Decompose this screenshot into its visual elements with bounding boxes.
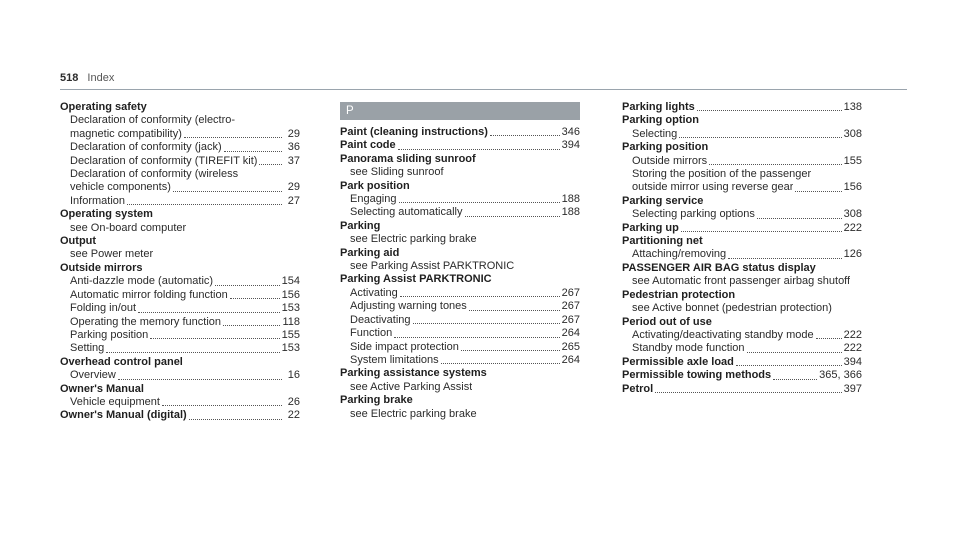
index-subentry-text: Function [350, 327, 393, 340]
page-reference[interactable]: 156 [281, 288, 300, 301]
index-subentry[interactable] [340, 206, 580, 219]
index-heading [340, 153, 580, 166]
page-reference[interactable]: 267 [561, 300, 580, 313]
index-heading [60, 262, 300, 275]
index-heading-text: Parking aid [340, 246, 400, 259]
index-subentry-text: Activating [350, 286, 398, 299]
index-subentry-text: System limitations [350, 353, 439, 366]
dot-leader [394, 336, 559, 338]
index-subentry [340, 166, 580, 179]
dot-leader [150, 337, 279, 339]
index-entry [60, 101, 300, 208]
index-heading [622, 114, 862, 127]
index-heading[interactable] [622, 356, 862, 369]
index-subentry[interactable] [340, 314, 580, 327]
index-heading-text: Outside mirrors [60, 261, 143, 274]
index-subentry[interactable] [60, 275, 300, 288]
index-heading [340, 247, 580, 260]
page-reference[interactable]: 153 [281, 342, 300, 355]
page-reference[interactable]: 188 [561, 193, 580, 206]
dot-leader [773, 378, 817, 380]
index-heading-text: Pedestrian protection [622, 288, 736, 301]
index-entry [622, 141, 862, 195]
dot-leader [709, 163, 841, 165]
index-heading-text: Parking option [622, 114, 699, 127]
index-heading-text: Paint code [340, 139, 396, 152]
page-reference[interactable]: 29 [287, 127, 300, 140]
index-entry [60, 208, 300, 235]
index-heading[interactable] [60, 409, 300, 422]
page-reference[interactable]: 267 [561, 286, 580, 299]
page-reference[interactable]: 155 [843, 154, 862, 167]
index-subentry[interactable] [60, 128, 300, 141]
index-subentry[interactable] [622, 208, 862, 221]
index-subentry [60, 222, 300, 235]
index-heading [60, 235, 300, 248]
index-subentry[interactable] [340, 327, 580, 340]
index-heading[interactable] [622, 369, 862, 382]
dot-leader [795, 190, 841, 192]
dot-leader [138, 311, 280, 313]
index-subentry [340, 260, 580, 273]
index-subentry[interactable] [60, 195, 300, 208]
dot-leader [162, 404, 282, 406]
index-heading [622, 289, 862, 302]
index-entry [60, 356, 300, 383]
dot-leader [223, 324, 280, 326]
index-subentry-text: see Automatic front passenger airbag shutoff [632, 275, 851, 288]
index-heading-text: Owner's Manual [60, 382, 144, 395]
index-entry [622, 316, 862, 356]
index-subentry[interactable] [60, 155, 300, 168]
index-subentry [622, 302, 862, 315]
page-header [60, 72, 114, 84]
dot-leader [465, 215, 560, 217]
index-heading-text: Parking [340, 219, 381, 232]
index-subentry-text: Vehicle equipment [70, 395, 160, 408]
page-reference[interactable]: 222 [843, 328, 862, 341]
index-heading-text: PASSENGER AIR BAG status display [622, 261, 816, 274]
index-subentry[interactable] [340, 341, 580, 354]
index-subentry[interactable] [60, 289, 300, 302]
dot-leader [655, 391, 841, 393]
index-heading[interactable] [622, 383, 862, 396]
index-subentry-text: see Electric parking brake [350, 407, 477, 420]
index-heading [622, 235, 862, 248]
index-subentry[interactable] [60, 302, 300, 315]
page-reference[interactable]: 156 [843, 181, 862, 194]
index-subentry-text: Standby mode function [632, 342, 745, 355]
page-reference[interactable]: 22 [287, 409, 300, 422]
index-heading [622, 316, 862, 329]
dot-leader [816, 337, 842, 339]
index-subentry-text: magnetic compatibility) [70, 127, 182, 140]
page-number: 518 [60, 72, 79, 84]
index-heading[interactable] [340, 126, 580, 139]
page-reference[interactable]: 155 [281, 328, 300, 341]
index-heading[interactable] [622, 222, 862, 235]
index-heading [60, 383, 300, 396]
index-subentry[interactable] [60, 396, 300, 409]
dot-leader [728, 257, 841, 259]
index-heading [622, 262, 862, 275]
page-reference[interactable]: 267 [561, 313, 580, 326]
index-heading [340, 367, 580, 380]
page-reference[interactable]: 27 [287, 194, 300, 207]
index-heading-text: Parking Assist PARKTRONIC [340, 273, 492, 286]
index-subentry [60, 114, 300, 127]
index-entry [340, 247, 580, 274]
index-subentry-text: Outside mirrors [632, 154, 708, 167]
dot-leader [490, 134, 560, 136]
index-subentry[interactable] [622, 248, 862, 261]
index-subentry[interactable] [622, 329, 862, 342]
index-subentry [622, 168, 862, 181]
index-entry [622, 195, 862, 222]
index-entry [60, 383, 300, 410]
index-subentry[interactable] [340, 300, 580, 313]
page-reference[interactable]: 16 [287, 369, 300, 382]
index-heading [60, 208, 300, 221]
page-reference[interactable]: 153 [281, 302, 300, 315]
dot-leader [215, 284, 280, 286]
header-divider [60, 89, 907, 90]
index-heading-text: Permissible towing methods [622, 369, 772, 382]
index-heading-text: Period out of use [622, 315, 712, 328]
index-subentry-text: Deactivating [350, 313, 411, 326]
index-subentry-text: Operating the memory function [70, 315, 222, 328]
index-subentry[interactable] [622, 128, 862, 141]
index-entry [340, 180, 580, 220]
index-heading[interactable] [622, 101, 862, 114]
dot-leader [398, 148, 560, 150]
index-entry [622, 289, 862, 316]
index-subentry-text: Attaching/removing [632, 248, 727, 261]
dot-leader [230, 297, 280, 299]
index-subentry-text: Declaration of conformity (wireless [70, 168, 239, 181]
index-subentry-text: Overview [70, 369, 116, 382]
index-heading-text: Parking assistance systems [340, 367, 487, 380]
index-subentry-text: vehicle components) [70, 181, 171, 194]
index-subentry-text: see Electric parking brake [350, 233, 477, 246]
index-subentry [60, 248, 300, 261]
index-entry [622, 101, 862, 114]
index-entry [622, 262, 862, 289]
index-heading-text: Overhead control panel [60, 355, 183, 368]
index-subentry-text: Setting [70, 342, 105, 355]
page-reference[interactable]: 346 [561, 126, 580, 138]
index-heading [340, 220, 580, 233]
index-entry [340, 273, 580, 367]
page-reference[interactable]: 222 [843, 221, 862, 234]
dot-leader [736, 364, 842, 366]
index-heading [622, 141, 862, 154]
page-reference[interactable]: 138 [843, 101, 862, 113]
page-reference[interactable]: 36 [287, 141, 300, 154]
index-entry [622, 114, 862, 141]
index-column-3 [622, 101, 862, 396]
index-subentry [60, 168, 300, 181]
dot-leader [189, 418, 282, 420]
index-entry [622, 235, 862, 262]
page-reference[interactable]: 188 [561, 206, 580, 219]
index-column-1 [60, 101, 300, 423]
dot-leader [681, 230, 842, 232]
page-reference[interactable]: 37 [287, 154, 300, 167]
index-heading-text: Parking up [622, 221, 679, 234]
index-subentry-text: see Sliding sunroof [350, 166, 444, 179]
index-heading [60, 356, 300, 369]
page-reference[interactable]: 265 [561, 340, 580, 353]
index-subentry[interactable] [622, 155, 862, 168]
dot-leader [173, 190, 282, 192]
letter-section-bar: P [340, 102, 580, 120]
index-subentry-text: see Active bonnet (pedestrian protection) [632, 302, 832, 315]
index-column-2 [340, 101, 580, 421]
page-reference[interactable]: 126 [843, 248, 862, 261]
index-heading-text: Parking lights [622, 101, 695, 113]
index-subentry-text: Parking position [70, 328, 149, 341]
index-entry [340, 126, 580, 139]
dot-leader [441, 362, 560, 364]
index-entry [340, 153, 580, 180]
index-subentry-text: outside mirror using reverse gear [632, 181, 794, 194]
index-heading-text: Panorama sliding sunroof [340, 152, 476, 165]
index-heading-text: Parking brake [340, 394, 413, 407]
index-heading-text: Operating system [60, 208, 153, 221]
index-subentry [622, 275, 862, 288]
index-subentry[interactable] [60, 329, 300, 342]
index-subentry-text: see Active Parking Assist [350, 380, 473, 393]
page-reference[interactable]: 29 [287, 181, 300, 194]
page-reference[interactable]: 394 [843, 355, 862, 368]
index-heading-text: Parking position [622, 141, 709, 154]
index-subentry-text: Declaration of conformity (jack) [70, 141, 222, 154]
index-heading-text: Petrol [622, 382, 654, 395]
index-entry [622, 356, 862, 369]
index-subentry[interactable] [340, 354, 580, 367]
page-reference[interactable]: 118 [282, 315, 300, 328]
index-entry [60, 235, 300, 262]
index-heading-text: Owner's Manual (digital) [60, 409, 187, 422]
index-subentry [340, 381, 580, 394]
index-subentry-text: Folding in/out [70, 302, 137, 315]
dot-leader [224, 150, 282, 152]
index-subentry [340, 408, 580, 421]
index-heading [340, 273, 580, 286]
index-subentry[interactable] [60, 369, 300, 382]
page-reference[interactable]: 222 [843, 342, 862, 355]
index-subentry-text: Declaration of conformity (electro- [70, 114, 236, 127]
index-subentry-text: Engaging [350, 193, 397, 206]
index-subentry-text: Automatic mirror folding function [70, 288, 228, 301]
index-heading-text: Partitioning net [622, 235, 703, 248]
index-entry [622, 383, 862, 396]
dot-leader [399, 201, 560, 203]
index-entry [60, 409, 300, 422]
page-reference[interactable]: 397 [843, 382, 862, 395]
index-subentry-text: Selecting [632, 127, 678, 140]
page-reference[interactable]: 26 [287, 395, 300, 408]
index-subentry-text: Activating/deactivating standby mode [632, 328, 814, 341]
index-subentry-text: Storing the position of the passenger [632, 168, 812, 181]
index-subentry[interactable] [622, 342, 862, 355]
dot-leader [184, 136, 282, 138]
index-subentry[interactable] [60, 342, 300, 355]
index-entry [340, 220, 580, 247]
index-subentry[interactable] [60, 316, 300, 329]
index-heading-text: Permissible axle load [622, 355, 734, 368]
index-heading[interactable] [340, 139, 580, 152]
index-heading-text: Output [60, 235, 97, 248]
index-entry [340, 394, 580, 421]
page-reference[interactable]: 308 [843, 127, 862, 140]
index-subentry-text: Selecting automatically [350, 206, 463, 219]
page-reference[interactable]: 394 [561, 139, 580, 152]
index-heading [340, 180, 580, 193]
index-subentry-text: Selecting parking options [632, 208, 755, 221]
index-subentry[interactable] [60, 181, 300, 194]
dot-leader [469, 309, 560, 311]
index-heading-text: Park position [340, 179, 410, 192]
index-entry [622, 369, 862, 382]
index-subentry-text: see On-board computer [70, 221, 187, 234]
index-subentry-text: see Power meter [70, 248, 154, 261]
index-subentry-text: see Parking Assist PARKTRONIC [350, 260, 515, 273]
dot-leader [697, 109, 842, 111]
dot-leader [118, 378, 282, 380]
index-entry [340, 367, 580, 394]
dot-leader [747, 351, 842, 353]
index-heading [622, 195, 862, 208]
index-subentry[interactable] [340, 193, 580, 206]
index-subentry [340, 233, 580, 246]
page-title: Index [87, 72, 115, 84]
page-reference[interactable]: 154 [281, 275, 300, 288]
index-subentry[interactable] [622, 181, 862, 194]
index-subentry[interactable] [60, 141, 300, 154]
index-subentry-text: Information [70, 194, 126, 207]
index-entry [60, 262, 300, 356]
dot-leader [259, 163, 282, 165]
index-subentry-text: Adjusting warning tones [350, 300, 467, 313]
page-reference[interactable]: 365, 366 [819, 369, 862, 382]
dot-leader [413, 322, 560, 324]
index-subentry-text: Declaration of conformity (TIREFIT kit) [70, 154, 258, 167]
page-reference[interactable]: 308 [843, 208, 862, 221]
index-entry [622, 222, 862, 235]
index-heading [60, 101, 300, 114]
dot-leader [400, 295, 560, 297]
index-heading-text: Paint (cleaning instructions) [340, 126, 488, 138]
dot-leader [461, 349, 560, 351]
page-reference[interactable]: 264 [561, 327, 580, 340]
index-entry [340, 139, 580, 152]
index-heading-text: Parking service [622, 194, 704, 207]
index-heading [340, 394, 580, 407]
index-subentry[interactable] [340, 287, 580, 300]
index-subentry-text: Side impact protection [350, 340, 459, 353]
dot-leader [127, 203, 282, 205]
index-subentry-text: Anti-dazzle mode (automatic) [70, 275, 214, 288]
dot-leader [106, 351, 279, 353]
page-reference[interactable]: 264 [561, 353, 580, 366]
dot-leader [757, 217, 842, 219]
dot-leader [679, 136, 841, 138]
index-heading-text: Operating safety [60, 101, 147, 113]
